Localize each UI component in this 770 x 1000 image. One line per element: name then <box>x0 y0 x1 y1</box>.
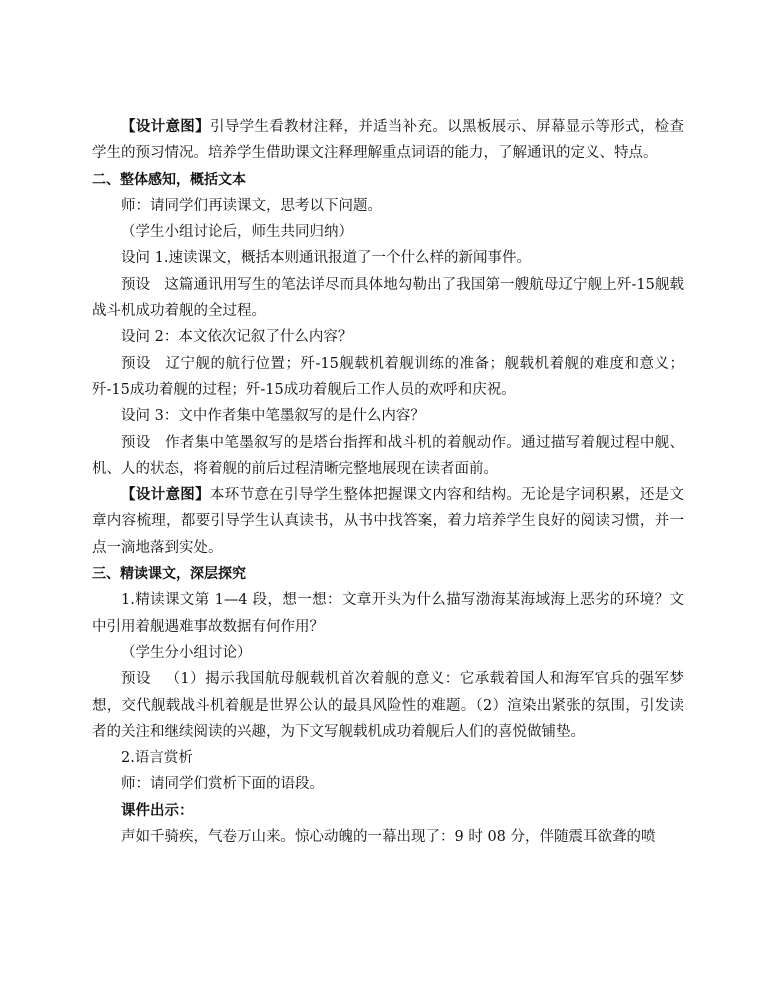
courseware-label: 课件出示： <box>121 802 194 819</box>
design-intent-label: 【设计意图】 <box>121 487 210 504</box>
answer-label: 预设 <box>121 355 152 372</box>
design-intent-paragraph-1 <box>92 114 684 167</box>
design-intent-text: 引导学生看教材注释，并适当补充。以黑板展示、屏幕显示等形式，检查学生的预习情况。培养学生借助课文注释理解重点词语的能力，了解通讯的定义、特点。 <box>92 119 685 162</box>
question-1: 设问 1.速读课文，概括本则通讯报道了一个什么样的新闻事件。 <box>121 250 531 267</box>
design-intent-label: 【设计意图】 <box>121 119 210 135</box>
question-3: 设问 3：文中作者集中笔墨叙写的是什么内容？ <box>121 408 425 425</box>
answer-label: 预设 <box>121 434 151 451</box>
answer-2 <box>92 351 684 404</box>
activity-note: （学生小组讨论后，师生共同归纳） <box>121 224 353 241</box>
answer-text: 作者集中笔墨叙写的是塔台指挥和战斗机的着舰动作。通过描写着舰过程中舰、机、人的状态，将着舰的前后过程清晰完整地展现在读者面前。 <box>92 434 685 477</box>
answer-label: 预设 <box>121 671 151 688</box>
design-intent-text: 本环节意在引导学生整体把握课文内容和结构。无论是字词积累，还是文章内容梳理，都要引导学生认真读书，从书中找答案，着力培养学生良好的阅读习惯，并一点一滴地落到实处。 <box>92 487 685 556</box>
answer-1 <box>92 272 684 325</box>
design-intent-paragraph-2 <box>92 482 684 561</box>
answer-text: 辽宁舰的航行位置；歼-15舰载机着舰训练的准备；舰载机着舰的难度和意义；歼-15成功着舰的过程；歼-15成功着舰后工作人员的欢呼和庆祝。 <box>92 355 684 398</box>
close-reading-answer <box>92 666 684 745</box>
document-body <box>92 114 684 850</box>
quoted-passage: 声如千骑疾，气卷万山来。惊心动魄的一幕出现了：9 时 08 分，伴随震耳欲聋的喷 <box>121 829 656 846</box>
answer-text: 这篇通讯用写生的笔法详尽而具体地勾勒出了我国第一艘航母辽宁舰上歼-15舰载战斗机成功着舰的全过程。 <box>92 276 684 320</box>
section-heading-2: 二、整体感知，概括文本 <box>92 171 246 188</box>
language-appreciation-heading: 2.语言赏析 <box>121 750 193 767</box>
section-heading-3: 三、精读课文，深层探究 <box>92 566 246 583</box>
answer-3 <box>92 430 684 483</box>
teacher-prompt: 师：请同学们再读课文，思考以下问题。 <box>121 197 382 214</box>
teacher-prompt-2: 师：请同学们赏析下面的语段。 <box>121 776 324 793</box>
question-2: 设问 2：本文依次记叙了什么内容？ <box>121 329 353 346</box>
group-discussion-note: （学生分小组讨论） <box>121 644 252 661</box>
answer-text: （1）揭示我国航母舰载机首次着舰的意义：它承载着国人和海军官兵的强军梦想，交代舰载战斗机着舰是世界公认的最具风险性的难题。（2）渲染出紧张的氛围，引发读者的关注和继续阅读的兴趣，为下文写舰载机成功着舰后人们的喜悦做铺垫。 <box>92 671 684 740</box>
close-reading-question: 1.精读课文第 1—4 段，想一想：文章开头为什么描写渤海某海域海上恶劣的环境？文中引用着舰遇难事故数据有何作用？ <box>92 592 684 635</box>
answer-label: 预设 <box>121 276 151 293</box>
